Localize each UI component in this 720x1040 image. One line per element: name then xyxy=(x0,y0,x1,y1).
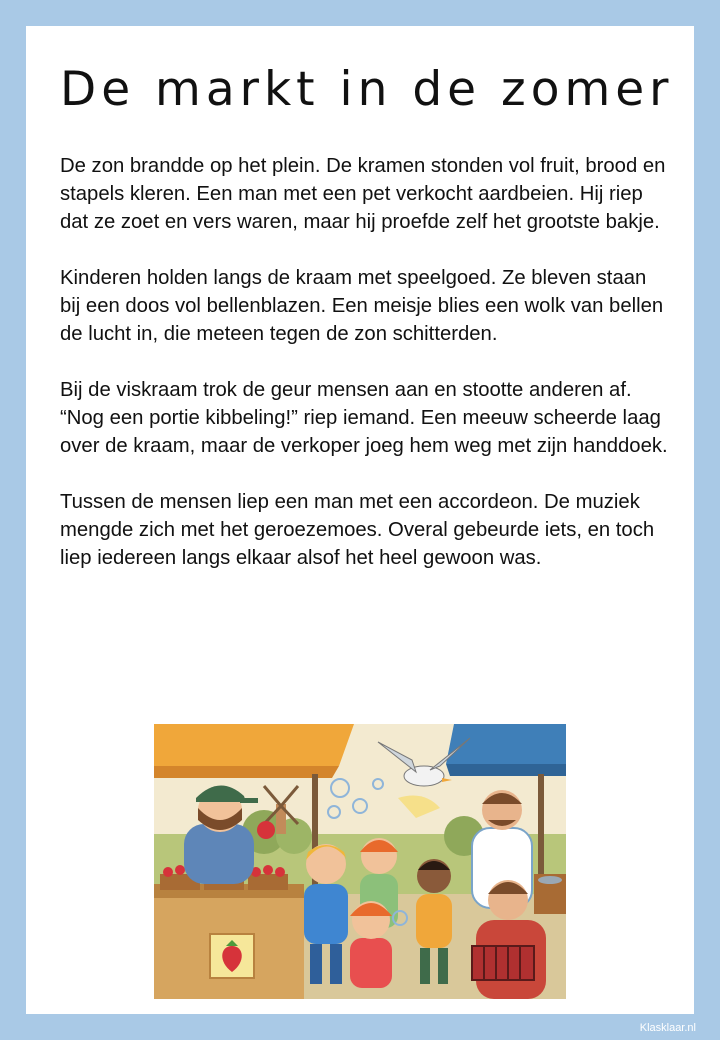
paragraph-2: Kinderen holden langs de kraam met speelgoed. Ze bleven staan bij een doos vol bellenblazen. Een meisje blies een wolk van bellen de lucht in, die meteen tegen de zon schitterden. xyxy=(60,267,664,345)
story-text xyxy=(60,152,672,600)
site-credit: Klasklaar.nl xyxy=(639,1022,696,1034)
accordion-icon xyxy=(472,946,534,980)
worksheet-page xyxy=(26,26,694,1014)
market-illustration xyxy=(154,724,566,999)
paragraph-1: De zon brandde op het plein. De kramen stonden vol fruit, brood en stapels kleren. Een man met een pet verkocht aardbeien. Hij riep dat ze zoet en vers waren, maar hij proefde zelf het grootste bakje. xyxy=(60,155,666,233)
page-title: De markt in de zomer xyxy=(60,62,674,117)
strawberry-counter xyxy=(154,865,304,999)
paragraph-3: Bij de viskraam trok de geur mensen aan en stootte anderen af. “Nog een portie kibbeling!” riep iemand. Een meeuw scheerde laag over de kraam, maar de verkoper joeg hem weg met zijn handdoek. xyxy=(60,379,668,457)
paragraph-4: Tussen de mensen liep een man met een accordeon. De muziek mengde zich met het geroezemoes. Overal gebeurde iets, en toch liep iedereen langs elkaar alsof het heel gewoon was. xyxy=(60,491,655,569)
fish-counter xyxy=(534,874,566,914)
